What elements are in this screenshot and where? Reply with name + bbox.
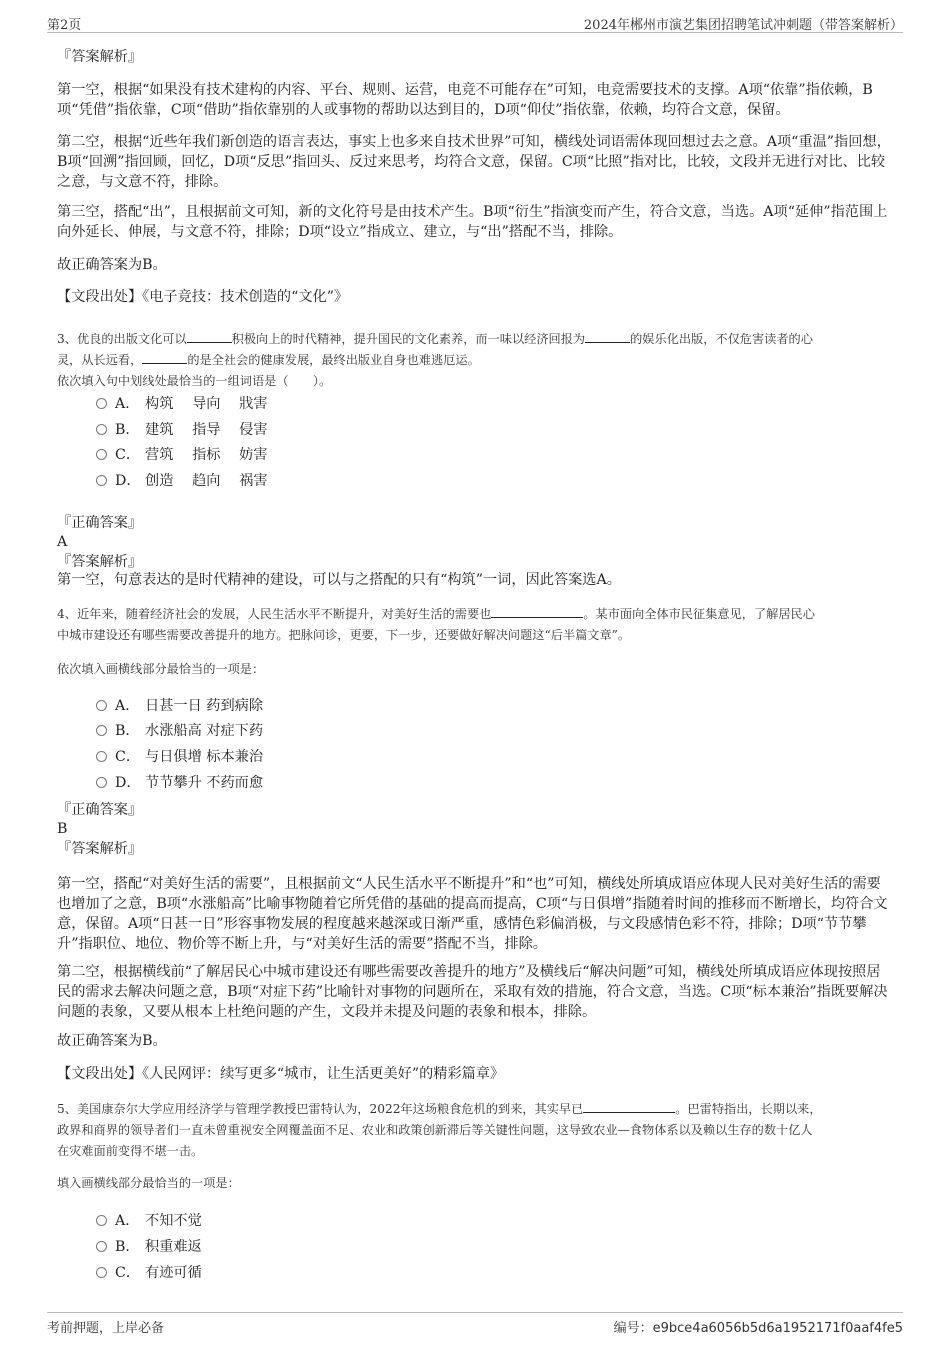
q3-answer: A: [57, 534, 68, 550]
q4-answer: B: [57, 821, 68, 837]
radio-icon[interactable]: [96, 1241, 107, 1252]
q5-option-c[interactable]: C． 有迹可循: [96, 1263, 202, 1283]
radio-icon[interactable]: [96, 475, 107, 486]
q2-analysis-p1: 第一空，根据“如果没有技术建构的内容、平台、规则、运营，电竞不可能存在”可知，电竞需要技术的支撑。A项“依靠”指依赖，B项“凭借”指依靠，C项“借助”指依靠别的人或事物的帮助以达到目的，D项“仰仗”指依靠，依赖，均符合文意，保留。: [57, 82, 873, 118]
q4-stem: 4、近年来，随着经济社会的发展，人民生活水平不断提升，对美好生活的需要也 。某市面向全体市民征集意见，了解居民心 中城市建设还有哪些需要改善提升的地方。把脉问诊，更要，下一步，还要做好解决问题这“后半篇文章”。: [57, 607, 815, 642]
blank: [187, 342, 232, 343]
radio-icon[interactable]: [96, 700, 107, 711]
q4-analysis-p2: 第二空，根据横线前“了解居民心中城市建设还有哪些需要改善提升的地方”及横线后“解决问题”可知，横线处所填成语应体现按照居民的需求去解决问题之意，B项“对症下药”比喻针对事物的问题所在，采取有效的措施，符合文意，当选。C项“标本兼治”指既要解决问题的表象，又要从根本上杜绝问题的产生，文段并未提及问题的表象和根本，排除。: [57, 964, 888, 1020]
blank: [585, 342, 630, 343]
footer-slogan: 考前押题，上岸必备: [47, 1321, 165, 1336]
radio-icon[interactable]: [96, 751, 107, 762]
q4-analysis-label: 『答案解析』: [57, 841, 143, 857]
q4-option-d[interactable]: D． 节节攀升 不药而愈: [96, 773, 263, 793]
radio-icon[interactable]: [96, 424, 107, 435]
radio-icon[interactable]: [96, 777, 107, 788]
q3-analysis-label: 『答案解析』: [57, 554, 143, 570]
q5-option-b[interactable]: B． 积重难返: [96, 1237, 202, 1257]
radio-icon[interactable]: [96, 725, 107, 736]
q4-option-b[interactable]: B． 水涨船高 对症下药: [96, 721, 263, 741]
q4-prompt: 依次填入画横线部分最恰当的一项是：: [57, 662, 265, 676]
blank: [583, 1112, 675, 1113]
q3-option-c[interactable]: C． 营筑 指标 妨害: [96, 445, 268, 465]
q3-stem: 3、优良的出版文化可以 积极向上的时代精神，提升国民的文化素养，而一味以经济回报为 的娱乐化出版，不仅危害读者的心 灵，从长远看， 的是全社会的健康发展，最终出版业自身也难逃厄运。 依次填入句中划线处最恰当的一组词语是（ ）。: [57, 332, 813, 388]
q4-answer-label: 『正确答案』: [57, 802, 143, 818]
q5-prompt: 填入画横线部分最恰当的一项是：: [57, 1176, 240, 1190]
q3-answer-label: 『正确答案』: [57, 515, 143, 531]
q5-stem: 5、美国康奈尔大学应用经济学与管理学教授巴雷特认为，2022年这场粮食危机的到来，其实早已 。巴雷特指出，长期以来， 政界和商界的领导者们一直未曾重视安全网覆盖面不足、农业和政策创新滞后等关键性问题，这导致农业—食物体系以及赖以生存的数十亿人 在灾难面前变得不堪一击。: [57, 1102, 822, 1158]
q2-conclusion: 故正确答案为B。: [57, 257, 167, 273]
q5-option-a[interactable]: A． 不知不觉: [96, 1211, 202, 1231]
q4-option-c[interactable]: C． 与日俱增 标本兼治: [96, 747, 263, 767]
page-footer: [47, 1312, 903, 1335]
page-number: 第2页: [47, 18, 82, 33]
q3-analysis: 第一空，句意表达的是时代精神的建设，可以与之搭配的只有“构筑”一词，因此答案选A。: [57, 572, 621, 588]
footer-code: 编号：e9bce4a6056b5d6a1952171f0aaf4fe5: [613, 1321, 903, 1336]
q2-source: 【文段出处】《电子竞技：技术创造的“文化”》: [57, 289, 349, 305]
radio-icon[interactable]: [96, 449, 107, 460]
q3-option-d[interactable]: D． 创造 趋向 祸害: [96, 471, 268, 491]
q4-conclusion: 故正确答案为B。: [57, 1033, 167, 1049]
q3-option-b[interactable]: B． 建筑 指导 侵害: [96, 420, 268, 440]
q4-source: 【文段出处】《人民网评：续写更多“城市，让生活更美好”的精彩篇章》: [57, 1066, 505, 1082]
radio-icon[interactable]: [96, 1215, 107, 1226]
radio-icon[interactable]: [96, 1267, 107, 1278]
q3-option-a[interactable]: A． 构筑 导向 戕害: [96, 394, 268, 414]
q2-analysis-label: 『答案解析』: [57, 49, 143, 65]
document-title: 2024年郴州市演艺集团招聘笔试冲刺题（带答案解析）: [583, 18, 903, 33]
blank: [142, 363, 187, 364]
q2-analysis-p3: 第三空，搭配“出”，且根据前文可知，新的文化符号是由技术产生。B项“衍生”指演变而产生，符合文意，当选。A项“延伸”指范围上向外延长、伸展，与文意不符，排除；D项“设立”指成立、建立，与“出”搭配不当，排除。: [57, 204, 888, 240]
q4-analysis-p1: 第一空，搭配“对美好生活的需要”，且根据前文“人民生活水平不断提升”和“也”可知，横线处所填成语应体现人民对美好生活的需要也增加了之意，B项“水涨船高”比喻事物随着它所凭借的基础的提高而提高，C项“与日俱增”指随着时间的推移而不断增长，均符合文意，保留。A项“日甚一日”形容事物发展的程度越来越深或日渐严重，感情色彩偏消极，与文段感情色彩不符，排除；D项“节节攀升”指职位、地位、物价等不断上升，与“对美好生活的需要”搭配不当，排除。: [57, 876, 888, 952]
page-header: [47, 12, 903, 33]
q2-analysis-p2: 第二空，根据“近些年我们新创造的语言表达，事实上也多来自技术世界”可知，横线处词语需体现回想过去之意。A项“重温”指回想，B项“回溯”指回顾，回忆，D项“反思”指回头、反过来思考，均符合文意，保留。C项“比照”指对比，比较，文段并无进行对比、比较之意，与文意不符，排除。: [57, 134, 891, 190]
radio-icon[interactable]: [96, 398, 107, 409]
q4-option-a[interactable]: A． 日甚一日 药到病除: [96, 696, 263, 716]
blank: [491, 617, 583, 618]
